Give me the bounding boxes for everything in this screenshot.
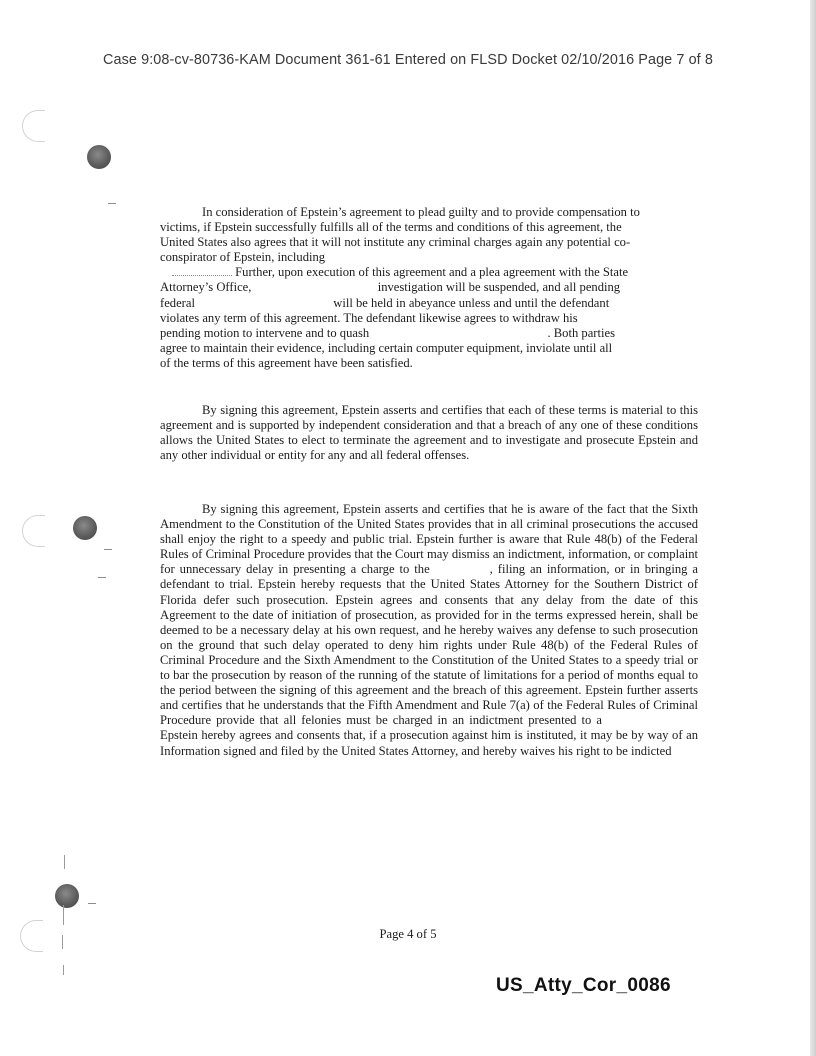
punch-hole-top [87,145,111,169]
paragraph-text-part: By signing this agreement, Epstein asserts and certifies that he is aware of the fact that the Sixth Amendment to the Constitution of the United States provides that in all criminal prosecutions the accused shall enjoy the right to a speedy and public trial. Epstein further is aware that Rule 48(b) of the Federal Rules of Criminal Procedure provides that the Court may dismiss an indictment, information, or complaint for unnecessary delay in presenting a charge to the [160,502,698,577]
text-line: investigation will be suspended, and all pending [377,280,621,295]
text-line: . Both parties [547,325,615,340]
paragraph-text-part: , filing an information, or in bringing a defendant to trial. Epstein hereby requests that the United States Attorney for the Southern District of Florida defer such prosecution. Epstein agrees and consents that any delay from the date of this Agreement to the date of initiation of prosecution, as provided for in the terms expressed herein, shall be deemed to be a necessary delay at his own request, and he hereby waives any defense to such prosecution on the ground that such delay operated to deny him rights under Rule 48(b) of the Federal Rules of Criminal Procedure and the Sixth Amendment to the Constitution of the United States to a speedy trial or to bar the prosecution by reason of the running of the statute of limitations for a period of months equal to the period between the signing of this agreement and the breach of this agreement. Epstein further asserts and certifies that he understands that the Fifth Amendment and Rule 7(a) of the Federal Rules of Criminal Procedure provide that all felonies must be charged in an indictment presented to a [160,562,698,728]
binder-ring-mark-middle [22,515,45,547]
paragraph-non-prosecution [160,205,698,371]
paragraph-text: By signing this agreement, Epstein asserts and certifies that each of these terms is material to this agreement and is supported by independent consideration and that a breach of any one of these conditions allows the United States to elect to terminate the agreement and to investigate and prosecute Epstein and any other individual or entity for any and all federal offenses. [160,403,698,463]
margin-mark [63,905,64,925]
scan-speck [98,577,106,578]
margin-mark [63,965,64,975]
page-number: Page 4 of 5 [379,927,437,941]
paragraph-speedy-trial-waiver [160,502,698,759]
text-line: will be held in abeyance unless and until the defendant [333,295,610,310]
text-line: agree to maintain their evidence, including certain computer equipment, inviolate until all [160,340,613,355]
text-line-with-redaction [160,326,698,341]
scan-speck [104,549,112,550]
margin-mark [64,855,65,869]
paragraph-material-terms [160,403,698,463]
binder-ring-mark-top [22,110,45,142]
text-line: victims, if Epstein successfully fulfills all of the terms and conditions of this agreement, the [160,220,622,235]
text-line: United States also agrees that it will not institute any criminal charges again any potential co- [160,235,631,250]
paragraph-text-part: Epstein hereby agrees and consents that, if a prosecution against him is instituted, it may be by way of an Information signed and filed by the United States Attorney, and hereby waives his right to be indicted [160,728,698,758]
text-line: pending motion to intervene and to quash [160,325,370,340]
text-line: In consideration of Epstein’s agreement to plead guilty and to provide compensation to [202,205,640,219]
bates-stamp: US_Atty_Cor_0086 [496,975,671,996]
punch-hole-bottom [55,884,79,908]
paragraph-text [160,502,698,759]
court-filing-header: Case 9:08-cv-80736-KAM Document 361-61 Entered on FLSD Docket 02/10/2016 Page 7 of 8 [103,52,713,68]
text-line: federal [160,295,195,310]
text-line-with-redaction [160,280,698,295]
text-line: Further, upon execution of this agreement and a plea agreement with the State [235,265,629,280]
text-line-with-redaction [160,265,698,280]
text-line: of the terms of this agreement have been satisfied. [160,355,413,370]
scan-speck [108,203,116,204]
punch-hole-middle [73,516,97,540]
redaction-dots [172,267,232,276]
text-line: Attorney’s Office, [160,280,252,295]
scan-speck [88,903,96,904]
text-line: violates any term of this agreement. The defendant likewise agrees to withdraw his [160,310,578,325]
text-line: conspirator of Epstein, including [160,250,326,265]
scan-edge-shadow [810,0,816,1056]
text-line-with-redaction [160,296,698,311]
